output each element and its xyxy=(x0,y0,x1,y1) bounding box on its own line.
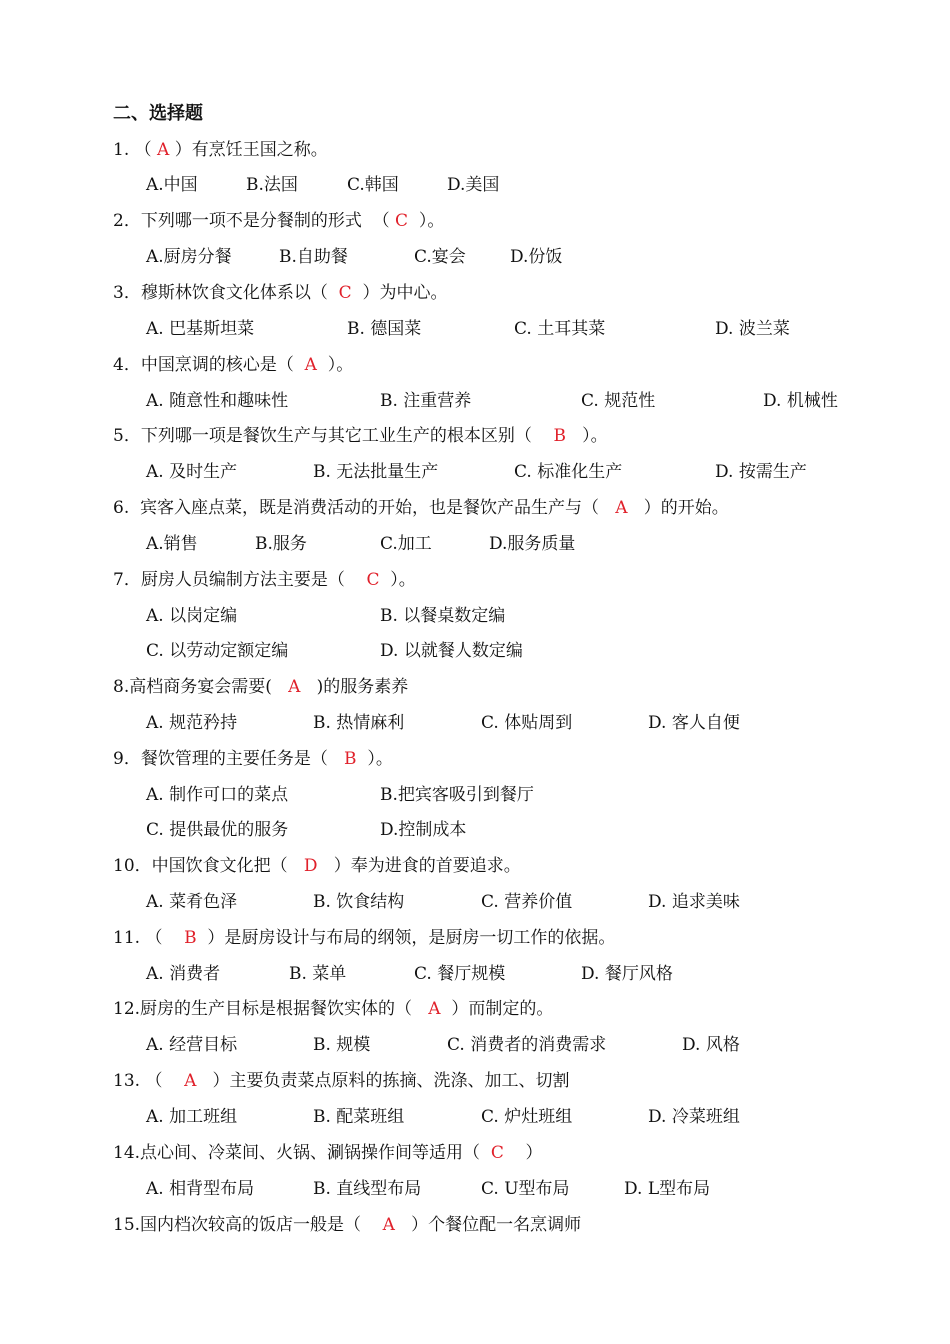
question-text-end: ） xyxy=(503,1143,543,1163)
option: C. 炉灶班组 xyxy=(481,1107,573,1127)
question-text-end: ）。 xyxy=(408,211,445,231)
option: D. L型布局 xyxy=(624,1179,711,1199)
question-text-end: ）。 xyxy=(316,355,354,375)
option: C. 消费者的消费需求 xyxy=(447,1035,607,1055)
option: B. 德国菜 xyxy=(347,319,422,339)
answer-mark: A xyxy=(157,140,170,160)
option: A. 及时生产 xyxy=(146,462,238,482)
option: D. 按需生产 xyxy=(715,462,807,482)
option: A. 菜肴色泽 xyxy=(146,892,238,912)
option: A. 消费者 xyxy=(146,964,221,984)
question-text-end: ）是厨房设计与布局的纲领，是厨房一切工作的依据。 xyxy=(196,928,616,948)
option: C. 营养价值 xyxy=(481,892,573,912)
question-6 xyxy=(113,495,729,521)
question-12 xyxy=(113,996,553,1022)
option: B. 配菜班组 xyxy=(313,1107,405,1127)
question-text: 8.高档商务宴会需要( xyxy=(113,677,289,697)
answer-mark: A xyxy=(304,355,317,375)
option: C. 体贴周到 xyxy=(481,713,573,733)
question-9 xyxy=(113,746,393,772)
option: A. 随意性和趣味性 xyxy=(146,391,289,411)
option: A. 相背型布局 xyxy=(146,1179,255,1199)
option: C. 提供最优的服务 xyxy=(146,820,289,840)
question-text-end: ）主要负责菜点原料的拣摘、洗涤、加工、切割 xyxy=(196,1071,570,1091)
question-text-end: ）。 xyxy=(565,426,608,446)
question-text: 10．中国饮食文化把（ xyxy=(113,856,304,876)
option: D. 机械性 xyxy=(763,391,838,411)
option: B.自助餐 xyxy=(279,247,348,267)
option: A.厨房分餐 xyxy=(146,247,232,267)
question-text: 6. 宾客入座点菜，既是消费活动的开始，也是餐饮产品生产与（ xyxy=(113,498,616,518)
option: A. 巴基斯坦菜 xyxy=(146,319,255,339)
question-15 xyxy=(113,1212,581,1238)
option: A. 经营目标 xyxy=(146,1035,238,1055)
question-10 xyxy=(113,853,521,879)
question-text: 15.国内档次较高的饭店一般是（ xyxy=(113,1215,383,1235)
answer-mark: A xyxy=(615,498,628,518)
answer-mark: D xyxy=(303,856,318,876)
option: D. 冷菜班组 xyxy=(648,1107,740,1127)
question-11 xyxy=(113,925,615,951)
answer-mark: C xyxy=(338,283,352,303)
option: B. 饮食结构 xyxy=(313,892,405,912)
question-4 xyxy=(113,352,353,378)
option: B. 无法批量生产 xyxy=(313,462,439,482)
question-text: 2．下列哪一项不是分餐制的形式 （ xyxy=(113,211,396,231)
option: D.服务质量 xyxy=(489,534,576,554)
question-text-end: ）。 xyxy=(379,570,416,590)
option: B. 直线型布局 xyxy=(313,1179,422,1199)
question-1 xyxy=(113,137,328,163)
option: B. 热情麻利 xyxy=(313,713,405,733)
option: A. 规范矜持 xyxy=(146,713,238,733)
option: A.中国 xyxy=(146,175,198,195)
option: B. 规模 xyxy=(313,1035,371,1055)
option: A.销售 xyxy=(146,534,198,554)
question-text-end: ）奉为进食的首要追求。 xyxy=(317,856,521,876)
answer-mark: A xyxy=(382,1215,395,1235)
answer-mark: A xyxy=(184,1071,197,1091)
option: A. 以岗定编 xyxy=(146,606,238,626)
answer-mark: A xyxy=(428,999,441,1019)
question-text: 7．厨房人员编制方法主要是（ xyxy=(113,570,367,590)
option: C. 以劳动定额定编 xyxy=(146,641,289,661)
option: C. 标准化生产 xyxy=(514,462,623,482)
option: D. 风格 xyxy=(682,1035,740,1055)
option: D. 追求美味 xyxy=(648,892,740,912)
section-title: 二、选择题 xyxy=(113,103,203,124)
question-7 xyxy=(113,567,416,593)
option: D. 餐厅风格 xyxy=(581,964,673,984)
option: D.份饭 xyxy=(510,247,563,267)
question-text-end: ）个餐位配一名烹调师 xyxy=(394,1215,582,1235)
option: A. 加工班组 xyxy=(146,1107,238,1127)
question-text-end: ）而制定的。 xyxy=(440,999,554,1019)
question-text: 3．穆斯林饮食文化体系以（ xyxy=(113,283,339,303)
question-14 xyxy=(113,1140,542,1166)
question-text: 1. （ xyxy=(113,140,158,160)
option: B. 以餐桌数定编 xyxy=(380,606,506,626)
question-text-end: )的服务素养 xyxy=(300,677,409,697)
option: C. U型布局 xyxy=(481,1179,570,1199)
question-text: 4．中国烹调的核心是（ xyxy=(113,355,305,375)
option: D.美国 xyxy=(447,175,500,195)
question-3 xyxy=(113,280,447,306)
question-8 xyxy=(113,674,408,700)
question-text-end: ）为中心。 xyxy=(351,283,448,303)
answer-mark: C xyxy=(490,1143,504,1163)
option: C.宴会 xyxy=(414,247,466,267)
option: B.把宾客吸引到餐厅 xyxy=(380,785,534,805)
option: C. 规范性 xyxy=(581,391,656,411)
option: D. 客人自便 xyxy=(648,713,740,733)
option: A. 制作可口的菜点 xyxy=(146,785,289,805)
option: D.控制成本 xyxy=(380,820,467,840)
option: C.加工 xyxy=(380,534,432,554)
option: D. 波兰菜 xyxy=(715,319,790,339)
question-text-end: ）。 xyxy=(356,749,393,769)
question-text: 5．下列哪一项是餐饮生产与其它工业生产的根本区别（ xyxy=(113,426,554,446)
question-text: 11. （ xyxy=(113,928,185,948)
option: B. 菜单 xyxy=(289,964,347,984)
answer-mark: A xyxy=(288,677,301,697)
answer-mark: C xyxy=(395,211,409,231)
question-text-end: ）的开始。 xyxy=(627,498,729,518)
question-text: 12.厨房的生产目标是根据餐饮实体的（ xyxy=(113,999,429,1019)
question-2 xyxy=(113,208,444,234)
option: C. 餐厅规模 xyxy=(414,964,506,984)
question-text: 9．餐饮管理的主要任务是（ xyxy=(113,749,345,769)
option: C. 土耳其菜 xyxy=(514,319,606,339)
question-text: 14.点心间、冷菜间、火锅、涮锅操作间等适用（ xyxy=(113,1143,491,1163)
question-13 xyxy=(113,1068,570,1094)
question-text-end: ）有烹饪王国之称。 xyxy=(169,140,328,160)
answer-mark: B xyxy=(184,928,197,948)
option: B.服务 xyxy=(255,534,307,554)
answer-mark: B xyxy=(553,426,566,446)
answer-mark: C xyxy=(366,570,380,590)
option: D. 以就餐人数定编 xyxy=(380,641,523,661)
option: B. 注重营养 xyxy=(380,391,472,411)
option: B.法国 xyxy=(246,175,298,195)
question-5 xyxy=(113,423,608,449)
answer-mark: B xyxy=(344,749,357,769)
option: C.韩国 xyxy=(347,175,399,195)
question-text: 13. （ xyxy=(113,1071,185,1091)
